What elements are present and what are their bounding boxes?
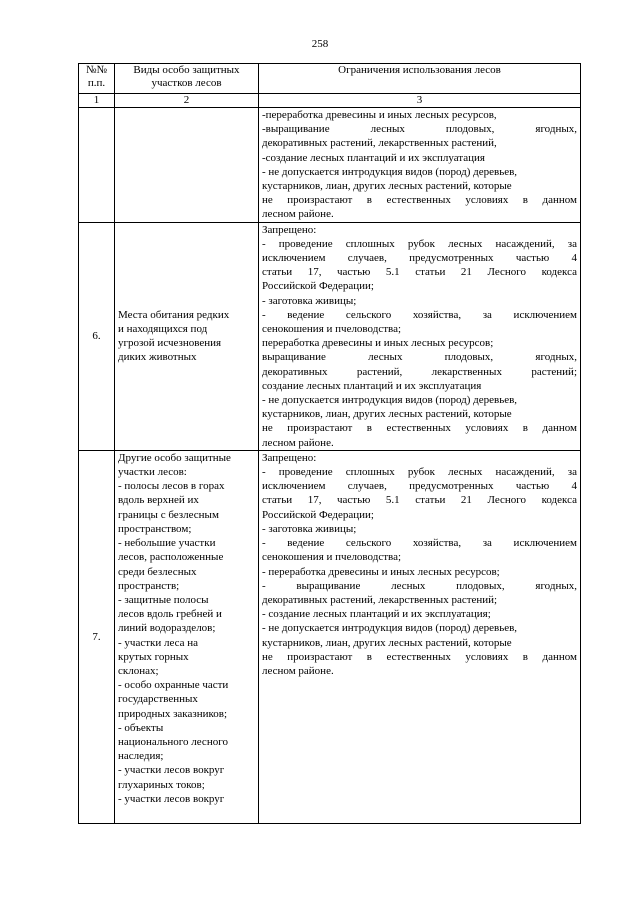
row-number-cell: 7. <box>79 450 115 823</box>
type-line: лесов, расположенные <box>118 551 224 564</box>
header-restrictions: Ограничения использования лесов <box>259 64 581 94</box>
restriction-line: создание лесных плантаций и их эксплуатация <box>262 379 482 392</box>
type-line: пространством; <box>118 522 192 535</box>
header-number <box>79 64 115 94</box>
column-index: 1 <box>79 94 115 108</box>
restriction-line: - не допускается интродукция видов (пород) деревьев, <box>262 394 518 407</box>
restriction-line: - переработка древесины и иных лесных ресурсов; <box>262 565 500 578</box>
type-line: - объекты <box>118 721 164 734</box>
restriction-line: - выращивание лесных плодовых, ягодных, <box>262 579 577 592</box>
restriction-line: лесном районе. <box>262 664 334 677</box>
column-index-row <box>79 94 581 108</box>
restriction-line: - ведение сельского хозяйства, за исключением <box>262 308 577 321</box>
restriction-line: - не допускается интродукция видов (пород) деревьев, <box>262 622 518 635</box>
type-line: и находящихся под <box>118 323 208 336</box>
header-number-line: п.п. <box>87 77 106 89</box>
restriction-line: - проведение сплошных рубок лесных насаждений, за <box>262 466 577 479</box>
restriction-line: не произрастают в естественных условиях в данном <box>262 650 577 663</box>
type-line: Места обитания редких <box>118 308 230 321</box>
header-type-line: Виды особо защитных <box>133 64 240 76</box>
row-restrictions-cell <box>259 450 581 823</box>
restriction-line: статьи 17, частью 5.1 статьи 21 Лесного кодекса <box>262 494 577 507</box>
type-line: диких животных <box>118 351 197 364</box>
restriction-line: - заготовка живицы; <box>262 522 357 535</box>
column-index: 3 <box>259 94 581 108</box>
type-line: - участки леса на <box>118 636 199 649</box>
table-header-row <box>79 64 581 94</box>
restriction-line: лесном районе. <box>262 436 334 449</box>
restriction-line: сенокошения и пчеловодства; <box>262 323 402 336</box>
row-type-cell <box>115 450 259 823</box>
restriction-line: -переработка древесины и иных лесных ресурсов, <box>262 109 497 121</box>
restriction-line: исключением случаев, предусмотренных частью 4 <box>262 252 577 265</box>
row-restrictions-cell <box>259 108 581 223</box>
restriction-line: не произрастают в естественных условиях в данном <box>262 422 577 435</box>
restriction-line: Запрещено: <box>262 223 317 236</box>
restriction-line: -создание лесных плантаций и их эксплуатация <box>262 151 485 164</box>
restriction-line: лесном районе. <box>262 208 334 221</box>
type-line: - небольшие участки <box>118 537 216 550</box>
header-number-line: №№ <box>86 64 107 76</box>
restriction-line: не произрастают в естественных условиях в данном <box>262 194 577 207</box>
restriction-line: кустарников, лиан, других лесных растений, которые <box>262 180 512 193</box>
type-line: - защитные полосы <box>118 593 209 606</box>
restriction-line: переработка древесины и иных лесных ресурсов; <box>262 337 494 350</box>
restriction-line: -выращивание лесных плодовых, ягодных, <box>262 123 577 136</box>
restriction-line: кустарников, лиан, других лесных растений, которые <box>262 636 512 649</box>
header-type-line: участков лесов <box>151 77 222 89</box>
restriction-line: - заготовка живицы; <box>262 294 357 307</box>
type-line: склонах; <box>118 664 159 677</box>
restriction-line: сенокошения и пчеловодства; <box>262 551 402 564</box>
page-number: 258 <box>311 38 329 50</box>
restriction-line: декоративных растений, лекарственных растений; <box>262 365 577 378</box>
type-line: крутых горных <box>118 650 189 663</box>
type-line: пространств; <box>118 579 180 592</box>
type-line: линий водоразделов; <box>118 622 216 635</box>
restriction-line: Российской Федерации; <box>262 280 374 293</box>
restriction-line: кустарников, лиан, других лесных растений, которые <box>262 408 512 421</box>
type-line: - участки лесов вокруг <box>118 764 225 777</box>
row-number-cell: 6. <box>79 222 115 450</box>
type-line: границы с безлесным <box>118 508 219 521</box>
type-line: наследия; <box>118 750 164 763</box>
table-row <box>79 450 581 823</box>
restriction-line: - проведение сплошных рубок лесных насаждений, за <box>262 237 577 250</box>
type-line: угрозой исчезновения <box>118 337 222 350</box>
type-line: глухариных токов; <box>118 778 205 791</box>
type-line: - полосы лесов в горах <box>118 480 225 493</box>
type-line: природных заказников; <box>118 707 228 720</box>
column-index: 2 <box>115 94 259 108</box>
type-line: - особо охранные части <box>118 679 229 692</box>
table-row <box>79 108 581 223</box>
restriction-line: декоративных растений, лекарственных растений, <box>262 137 497 150</box>
type-line: лесов вдоль гребней и <box>118 608 222 621</box>
restriction-line: выращивание лесных плодовых, ягодных, <box>262 351 577 364</box>
restriction-line: Российской Федерации; <box>262 508 374 521</box>
type-line: национального лесного <box>118 735 228 748</box>
type-line: участки лесов: <box>118 466 187 479</box>
type-line: - участки лесов вокруг <box>118 792 225 805</box>
row-restrictions-cell <box>259 222 581 450</box>
restriction-line: статьи 17, частью 5.1 статьи 21 Лесного кодекса <box>262 266 577 279</box>
type-line: Другие особо защитные <box>118 451 231 464</box>
type-line: государственных <box>118 693 198 706</box>
type-line: вдоль верхней их <box>118 494 199 507</box>
restrictions-table <box>78 63 581 824</box>
restriction-line: - не допускается интродукция видов (пород) деревьев, <box>262 165 518 178</box>
header-type <box>115 64 259 94</box>
restriction-line: - создание лесных плантаций и их эксплуатация; <box>262 608 491 621</box>
table-row <box>79 222 581 450</box>
type-line: среди безлесных <box>118 565 197 578</box>
restriction-line: Запрещено: <box>262 451 317 464</box>
row-type-cell <box>115 108 259 223</box>
restriction-line: декоративных растений, лекарственных растений; <box>262 593 498 606</box>
restriction-line: исключением случаев, предусмотренных частью 4 <box>262 480 577 493</box>
row-number-cell <box>79 108 115 223</box>
restriction-line: - ведение сельского хозяйства, за исключением <box>262 537 577 550</box>
row-type-cell <box>115 222 259 450</box>
